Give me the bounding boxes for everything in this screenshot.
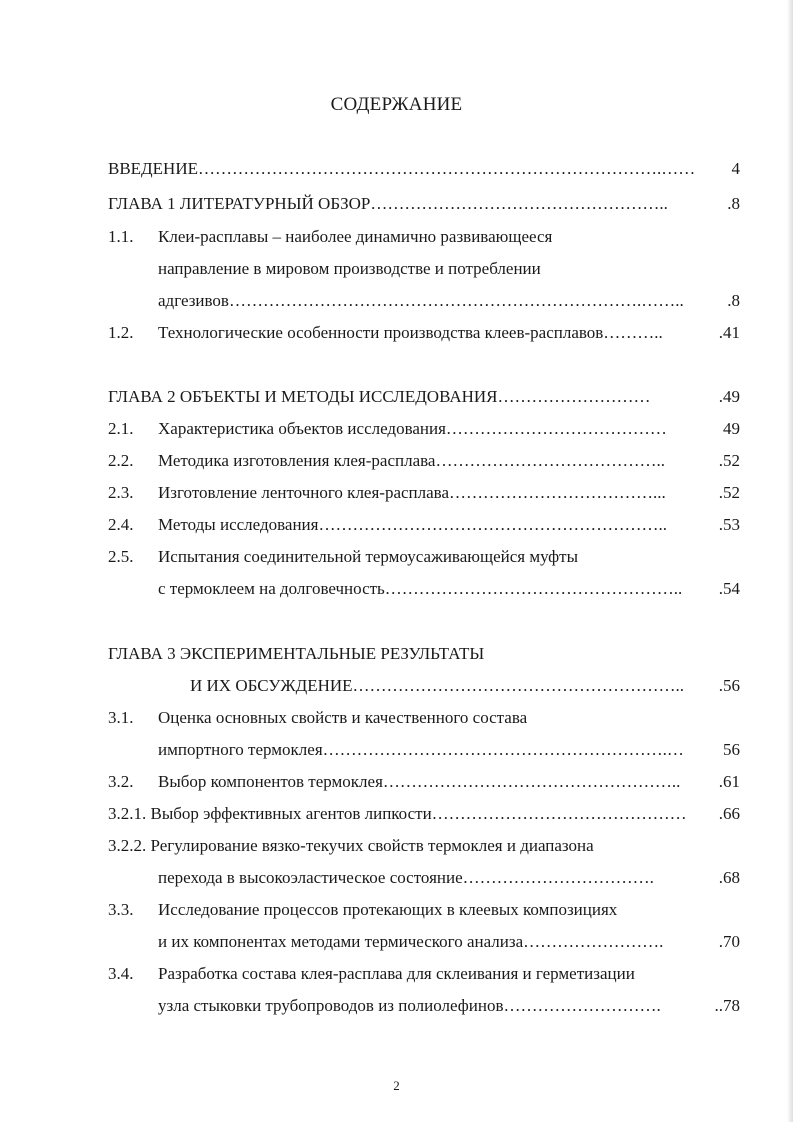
toc-entry-chapter-3-line-1: ГЛАВА 3 ЭКСПЕРИМЕНТАЛЬНЫЕ РЕЗУЛЬТАТЫ — [108, 644, 485, 663]
toc-entry-3-4-line-2: узла стыковки трубопроводов из полиолефинов………………………. ..78 — [158, 994, 740, 1018]
toc-page-number: .41 — [718, 321, 740, 345]
toc-page-number: .49 — [718, 385, 740, 409]
toc-page-number: 49 — [722, 417, 740, 441]
toc-page-number: .52 — [718, 481, 740, 505]
toc-entry-2-1: Характеристика объектов исследования………………………………… 49 — [158, 417, 740, 441]
toc-entry-3-1-line-2: импортного термоклея…………………………………………………….… 56 — [158, 738, 740, 762]
toc-entry-2-3: Изготовление ленточного клея-расплава………………………………... .52 — [158, 481, 740, 505]
toc-entry-chapter-2: ГЛАВА 2 ОБЪЕКТЫ И МЕТОДЫ ИССЛЕДОВАНИЯ……………………… .49 — [108, 385, 740, 409]
toc-page-number: ..78 — [714, 994, 741, 1018]
toc-page-number: 4 — [731, 157, 741, 181]
toc-entry-chapter-3-line-2: И ИХ ОБСУЖДЕНИЕ………………………………………………….. .56 — [190, 674, 740, 698]
toc-entry-text: ВВЕДЕНИЕ……………………………………………………………………….…… — [108, 159, 696, 178]
toc-entry-3-2-1: 3.2.1. Выбор эффективных агентов липкости……………………………………… .66 — [108, 802, 740, 826]
toc-entry-1-1-line-2: направление в мировом производстве и потреблении — [158, 259, 541, 278]
toc-entry-3-2-2-line-2: перехода в высокоэластическое состояние……………………………. .68 — [158, 866, 740, 890]
toc-section-number: 3.1. — [108, 708, 134, 727]
toc-section-number: 2.4. — [108, 515, 134, 534]
toc-page-number: .8 — [726, 289, 740, 313]
toc-entry-intro — [108, 157, 740, 181]
toc-entry-2-5-line-2: с термоклеем на долговечность…………………………………………….. .54 — [158, 577, 740, 601]
toc-entry-1-2: Технологические особенности производства клеев-расплавов……….. .41 — [158, 321, 740, 345]
toc-section-number: 3.3. — [108, 900, 134, 919]
toc-section-number: 2.5. — [108, 547, 134, 566]
toc-entry-2-4: Методы исследования…………………………………………………….. .53 — [158, 513, 740, 537]
toc-page-number: 56 — [722, 738, 740, 762]
toc-section-number: 1.1. — [108, 227, 134, 246]
toc-entry-3-3-line-2: и их компонентах методами термического анализа……………………. .70 — [158, 930, 740, 954]
toc-page-number: .70 — [718, 930, 740, 954]
toc-entry-3-2: Выбор компонентов термоклея…………………………………………….. .61 — [158, 770, 740, 794]
toc-entry-3-1-line-1: Оценка основных свойств и качественного состава — [158, 708, 528, 727]
toc-page-number: .54 — [718, 577, 740, 601]
toc-entry-1-1-line-1: Клеи-расплавы – наиболее динамично развивающееся — [158, 227, 553, 246]
toc-entry-2-5-line-1: Испытания соединительной термоусаживающейся муфты — [158, 547, 579, 566]
toc-page-number: .66 — [718, 802, 740, 826]
toc-section-number: 2.2. — [108, 451, 134, 470]
toc-section-number: 2.3. — [108, 483, 134, 502]
toc-section-number: 2.1. — [108, 419, 134, 438]
toc-entry-1-1-line-3: адгезивов……………………………………………………………….…….. .8 — [158, 289, 740, 313]
toc-entry-2-2: Методика изготовления клея-расплава………………………………….. .52 — [158, 449, 740, 473]
toc-page-number: .61 — [718, 770, 740, 794]
toc-section-number: 1.2. — [108, 323, 134, 342]
toc-entry-text: ГЛАВА 1 ЛИТЕРАТУРНЫЙ ОБЗОР…………………………………………….. — [108, 194, 668, 213]
toc-section-number: 3.4. — [108, 964, 134, 983]
toc-page-number: .56 — [718, 674, 740, 698]
toc-page-number: .52 — [718, 449, 740, 473]
toc-entry-3-3-line-1: Исследование процессов протекающих в клеевых композициях — [158, 900, 618, 919]
toc-page-number: .53 — [718, 513, 740, 537]
page-title: СОДЕРЖАНИЕ — [330, 94, 463, 115]
toc-entry-chapter-1 — [108, 192, 740, 216]
page-number: 2 — [393, 1078, 400, 1093]
toc-page-number: .68 — [718, 866, 740, 890]
page-edge — [787, 0, 793, 1122]
toc-entry-3-2-2-line-1: 3.2.2. Регулирование вязко-текучих свойств термоклея и диапазона — [108, 836, 594, 855]
toc-page-number: .8 — [726, 192, 740, 216]
toc-entry-3-4-line-1: Разработка состава клея-расплава для склеивания и герметизации — [158, 964, 635, 983]
toc-section-number: 3.2. — [108, 772, 134, 791]
